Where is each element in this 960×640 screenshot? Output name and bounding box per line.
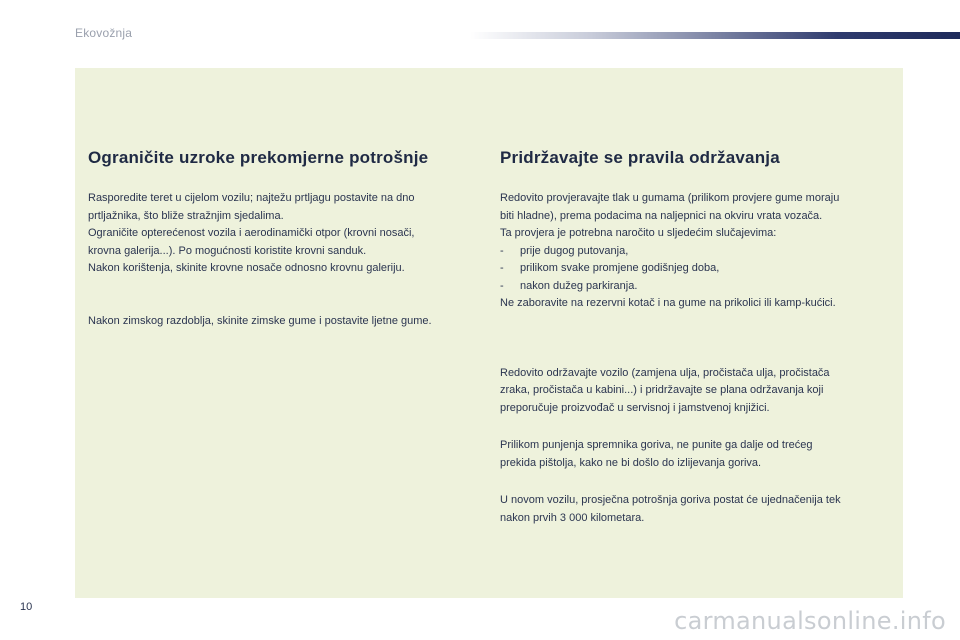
bullet-item [500,243,895,261]
text-line: Redovito održavajte vozilo (zamjena ulja, pročistača ulja, pročistača [500,366,830,379]
page-number: 10 [20,601,33,613]
left-paragraph-2: Nakon zimskog razdoblja, skinite zimske gume i postavite ljetne gume. [88,314,432,327]
text-line: biti hladne), prema podacima na naljepnici na okviru vrata vozača. [500,209,823,222]
bullet-item [500,278,895,296]
right-paragraph-1 [500,190,895,313]
text-line: Prilikom punjenja spremnika goriva, ne punite ga dalje od trećeg [500,439,813,451]
text-line: prekida pištolja, kako ne bi došlo do izlijevanja goriva. [500,456,762,469]
text-line: prtljažnika, što bliže stražnjim sjedalima. [88,209,284,222]
bullet-text: prije dugog putovanja, [520,244,629,257]
text-line: Rasporedite teret u cijelom vozilu; najtežu prtljagu postavite na dno [88,192,415,204]
text-line: U novom vozilu, prosječna potrošnja goriva postat će ujednačenija tek [500,494,841,506]
text-line: Ta provjera je potrebna naročito u sljedećim slučajevima: [500,227,777,239]
bullet-marker: - [500,244,504,257]
right-paragraph-2 [500,365,895,418]
text-line: Ne zaboravite na rezervni kotač i na gume na prikolici ili kamp-kućici. [500,297,836,309]
text-line: Nakon korištenja, skinite krovne nosače odnosno krovnu galeriju. [88,262,405,274]
bullet-text: prilikom svake promjene godišnjeg doba, [520,262,720,274]
left-paragraph-1 [88,190,483,278]
right-paragraph-3 [500,437,895,472]
header-gradient-bar [470,32,960,39]
left-heading: Ograničite uzroke prekomjerne potrošnje [88,148,429,167]
right-heading: Pridržavajte se pravila održavanja [500,148,780,167]
text-line: zraka, pročistača u kabini...) i pridržavajte se plana održavanja koji [500,384,824,396]
bullet-item [500,260,895,278]
left-column [88,148,483,330]
right-paragraph-4 [500,492,895,527]
text-line: Ograničite opterećenost vozila i aerodinamički otpor (krovni nosači, [88,227,415,239]
watermark: carmanualsonline.info [674,607,946,635]
bullet-marker: - [500,279,504,292]
section-title: Ekovožnja [75,26,133,40]
text-line: preporučuje proizvođač u servisnoj i jamstvenoj knjižici. [500,401,770,414]
text-line: Redovito provjeravajte tlak u gumama (prilikom provjere gume moraju [500,192,840,204]
bullet-marker: - [500,262,504,274]
bullet-text: nakon dužeg parkiranja. [520,279,638,292]
text-line: nakon prvih 3 000 kilometara. [500,511,645,524]
right-column [500,148,895,527]
text-line: krovna galerija...). Po mogućnosti koristite krovni sanduk. [88,244,367,257]
